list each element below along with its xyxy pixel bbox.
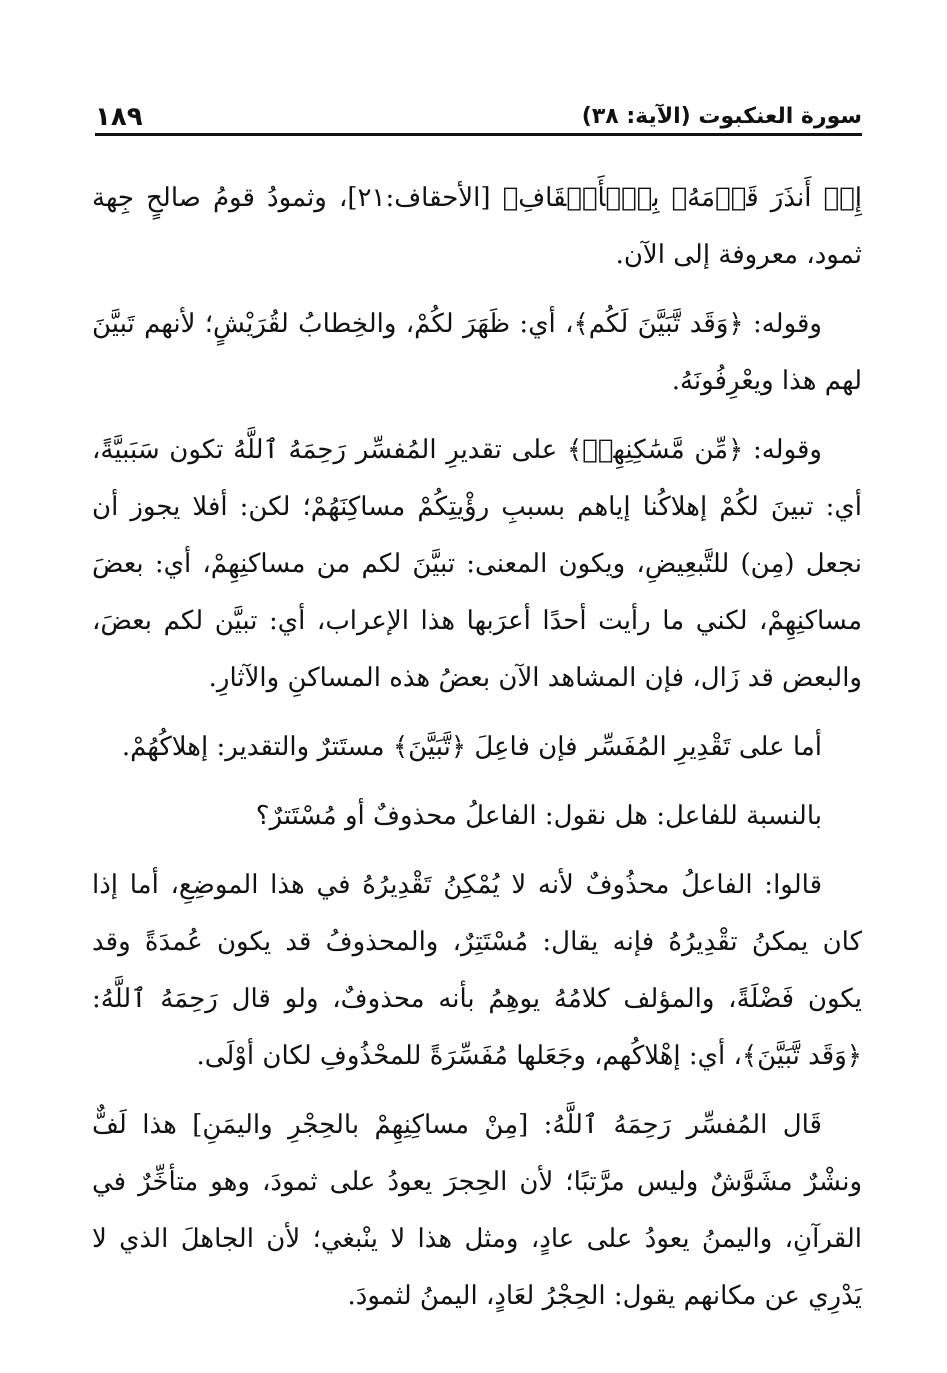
surah-title: سورة العنكبوت (الآية: ٣٨) (581, 104, 862, 129)
page-header (95, 92, 862, 132)
page-number: ١٨٩ (95, 102, 143, 132)
paragraph: وقوله: ﴿وَقَد تَّبَيَّنَ لَكُم﴾، أي: ظَهَرَ لكُمْ، والخِطابُ لقُرَيْشٍ؛ لأنهم تَبيَّنَ لهم هذا ويعْرِفُونَهُ. (92, 309, 862, 396)
paragraph: بالنسبة للفاعل: هل نقول: الفاعلُ محذوفٌ أو مُسْتَترٌ؟ (255, 801, 822, 831)
paragraph: قَال المُفسِّر رَحِمَهُ ٱللَّهُ: [مِنْ مساكِنِهِمْ بالحِجْرِ واليمَنِ] هذا لَفٌّ ونشْرٌ مشَوَّشٌ وليس مرَّتبًا؛ لأن الحِجرَ يعودُ على ثمودَ، وهو متأخِّرٌ في القرآنِ، واليمنُ يعودُ على عادٍ، ومثل هذا لا ينْبغي؛ لأن الجاهلَ الذي لا يَدْرِي عن مكانهم يقول: الحِجْرُ لعَادٍ، اليمنُ لثمودَ. (92, 1110, 862, 1311)
paragraph: وقوله: ﴿مِّن مَّسَٰكِنِهِمۡ﴾ على تقديرِ المُفسِّر رَحِمَهُ ٱللَّهُ تكون سَبَبيَّةً، أي: تبينَ لكُمْ إهلاكُنا إياهم بسببِ رؤْيتِكُمْ مساكِنَهُمْ؛ لكن: أفلا يجوز أن نجعل (مِن) للتَّبعِيضِ، ويكون المعنى: تبيَّنَ لكم من مساكنِهِمْ، أي: بعضَ مساكنِهِمْ، لكني ما رأيت أحدًا أعرَبها هذا الإعراب، أي: تبيَّن لكم بعضَ، والبعض قد زَال، فإن المشاهد الآن بعضُ هذه المساكنِ والآثارِ. (92, 435, 863, 693)
paragraph: إِذۡ أَنذَرَ قَوۡمَهُۥ بِٱلۡأَحۡقَافِ﴾ [الأحقاف:٢١]، وثمودُ قومُ صالحٍ جِهة ثمود، معروفة إلى الآن. (92, 183, 862, 270)
header-divider (95, 133, 862, 136)
paragraph: أما على تَقْدِيرِ المُفَسِّر فإن فاعِلَ ﴿تَّبَيَّنَ﴾ مستَترٌ والتقدير: إهلاكُهُمْ. (121, 732, 822, 762)
page-body (92, 170, 862, 1337)
paragraph: قالوا: الفاعلُ محذُوفٌ لأنه لا يُمْكِنُ تَقْدِيرُهُ في هذا الموضِعِ، أما إذا كان يمكنُ تقْدِيرُهُ فإنه يقال: مُسْتَتِرٌ، والمحذوفُ قد يكون عُمدَةً وقد يكون فَضْلَةً، والمؤلف كلامُهُ يوهِمُ بأنه محذوفٌ، ولو قال رَحِمَهُ ٱللَّهُ: ﴿وَقَد تَّبَيَّنَ﴾، أي: إهْلاكُهم، وجَعَلها مُفَسِّرَةً للمحْذُوفِ لكان أوْلَى. (92, 870, 862, 1071)
